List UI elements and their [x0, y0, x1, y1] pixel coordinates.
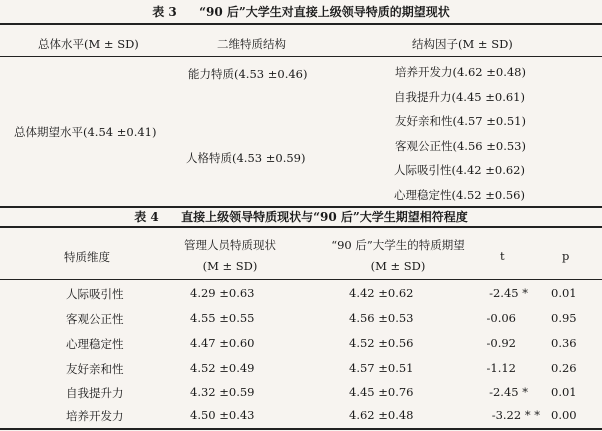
- table4-cell-expect: 4.52 ±0.56: [349, 336, 414, 350]
- table4-cell-p: 0.01: [551, 385, 577, 399]
- table3-caption: [0, 3, 602, 20]
- table4-cell-p: 0.36: [551, 336, 577, 350]
- table3-header-rule: [0, 56, 602, 57]
- table4-cell-p: 0.00: [551, 408, 577, 422]
- table4-cell-t: -1.12: [486, 361, 516, 375]
- table4-cell-t: -2.45 *: [489, 385, 528, 399]
- table4-cell-dimension: 友好亲和性: [66, 362, 124, 376]
- table3-header-dimension: 二维特质结构: [217, 37, 286, 51]
- table4-cell-t: -2.45 *: [489, 286, 528, 300]
- table3-dim-personality: 人格特质(4.53 ±0.59): [186, 151, 306, 165]
- table4-cell-dimension: 心理稳定性: [66, 337, 124, 351]
- table4-cell-current: 4.55 ±0.55: [190, 311, 255, 325]
- table3-overall-value: 总体期望水平(4.54 ±0.41): [14, 125, 157, 139]
- table4-cell-current: 4.47 ±0.60: [190, 336, 255, 350]
- table4-caption: [0, 208, 602, 225]
- table4-header-dimension: 特质维度: [64, 250, 110, 264]
- table4-caption-number: 表 4: [134, 210, 159, 224]
- table4-cell-expect: 4.62 ±0.48: [349, 408, 414, 422]
- table4-header-expect-unit: (M ± SD): [370, 259, 426, 273]
- table4-caption-text: 直接上级领导特质现状与“90 后”大学生期望相符程度: [181, 210, 468, 224]
- table4-cell-dimension: 自我提升力: [66, 386, 124, 400]
- table4-cell-current: 4.50 ±0.43: [190, 408, 255, 422]
- table4-header-current-unit: (M ± SD): [202, 259, 258, 273]
- table4-header-current: 管理人员特质现状: [184, 238, 276, 252]
- table3-factor-row: 培养开发力(4.62 ±0.48): [395, 65, 526, 79]
- table4-bottom-rule: [0, 428, 602, 430]
- table3-header-overall: 总体水平(M ± SD): [38, 37, 139, 51]
- table4-cell-p: 0.26: [551, 361, 577, 375]
- table4-cell-t: -0.06: [486, 311, 516, 325]
- table4-header-expect: “90 后”大学生的特质期望: [331, 238, 465, 252]
- table3-factor-row: 友好亲和性(4.57 ±0.51): [395, 114, 526, 128]
- table4-cell-p: 0.01: [551, 286, 577, 300]
- table4-header-t: t: [500, 249, 505, 263]
- table4-cell-t: -3.22 * *: [491, 408, 540, 422]
- table4-cell-dimension: 客观公正性: [66, 312, 124, 326]
- table3-header-factor: 结构因子(M ± SD): [412, 37, 513, 51]
- table4-cell-current: 4.32 ±0.59: [190, 385, 255, 399]
- table4-cell-expect: 4.57 ±0.51: [349, 361, 414, 375]
- table4-cell-current: 4.52 ±0.49: [190, 361, 255, 375]
- table4-cell-p: 0.95: [551, 311, 577, 325]
- table3-factor-row: 心理稳定性(4.52 ±0.56): [394, 188, 525, 202]
- table4-cell-t: -0.92: [486, 336, 516, 350]
- table4-cell-expect: 4.42 ±0.62: [349, 286, 414, 300]
- table4-cell-expect: 4.56 ±0.53: [349, 311, 414, 325]
- table4-header-rule: [0, 279, 602, 280]
- table3-caption-number: 表 3: [152, 5, 177, 19]
- table3-factor-row: 自我提升力(4.45 ±0.61): [394, 90, 525, 104]
- table3-top-rule: [0, 23, 602, 25]
- table4-top-rule: [0, 226, 602, 228]
- table4-cell-dimension: 人际吸引性: [66, 287, 124, 301]
- table4-cell-current: 4.29 ±0.63: [190, 286, 255, 300]
- table3-factor-row: 人际吸引性(4.42 ±0.62): [394, 163, 525, 177]
- table4-header-p: p: [562, 249, 570, 263]
- table3-factor-row: 客观公正性(4.56 ±0.53): [395, 139, 526, 153]
- table4-cell-dimension: 培养开发力: [66, 409, 124, 423]
- table3-caption-text: “90 后”大学生对直接上级领导特质的期望现状: [199, 5, 450, 19]
- table4-cell-expect: 4.45 ±0.76: [349, 385, 414, 399]
- table3-dim-ability: 能力特质(4.53 ±0.46): [188, 67, 308, 81]
